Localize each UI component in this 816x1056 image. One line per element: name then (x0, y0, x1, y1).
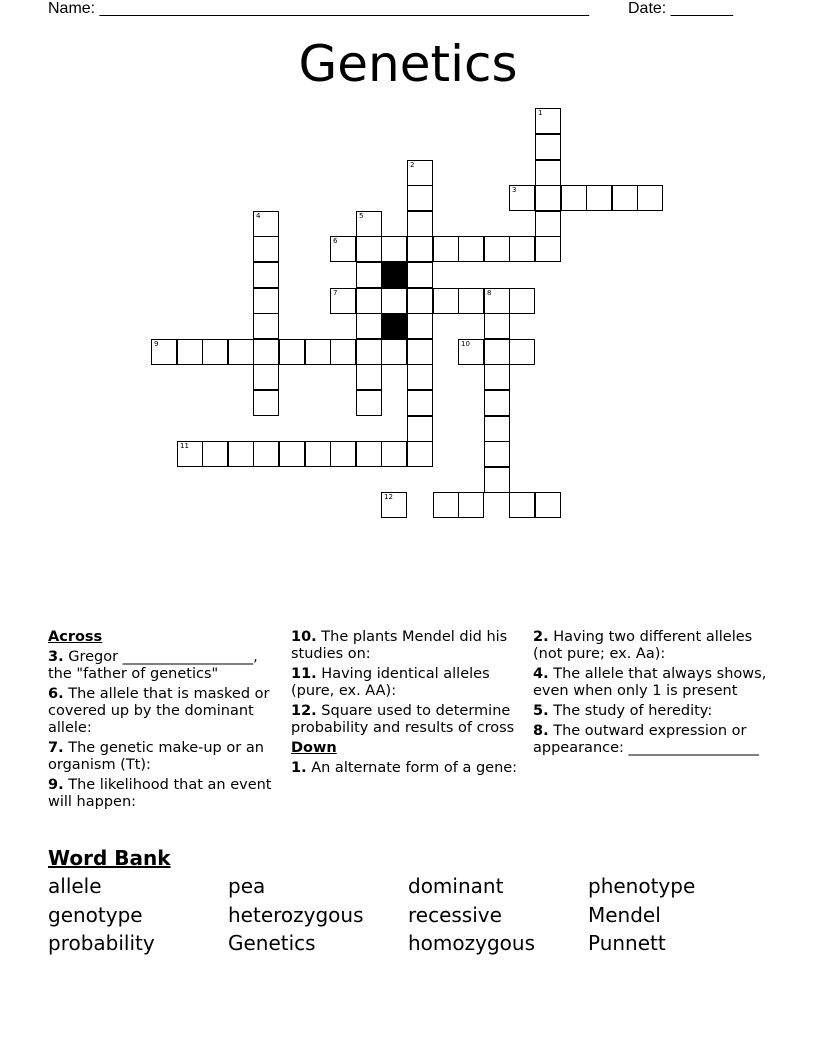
clue-number-label: 8 (487, 289, 492, 297)
crossword-cell[interactable] (509, 236, 535, 262)
across-heading: Across (48, 629, 103, 645)
crossword-cell[interactable] (330, 441, 356, 467)
clue-number: 6. (48, 686, 64, 702)
clue-number: 1. (291, 760, 307, 776)
crossword-cell[interactable] (433, 492, 459, 518)
crossword-cell[interactable] (253, 441, 279, 467)
clue-number: 11. (291, 666, 317, 682)
crossword-cell[interactable] (535, 236, 561, 262)
crossword-cell[interactable] (202, 339, 228, 365)
crossword-cell[interactable] (356, 339, 382, 365)
clue-number: 8. (533, 723, 549, 739)
clue-text: Having two different alleles (not pure; ex. Aa): (533, 629, 753, 662)
clue-number: 12. (291, 703, 317, 719)
clue-text: The allele that is masked or covered up by the dominant allele: (48, 686, 270, 736)
crossword-cell[interactable] (253, 313, 279, 339)
clue-text: Gregor __________________, the "father of genetics" (48, 649, 258, 682)
crossword-cell-8[interactable] (484, 288, 510, 314)
clue-text: The likelihood that an event will happen: (48, 777, 272, 810)
clue-across-3 (48, 649, 284, 683)
crossword-cell[interactable] (535, 134, 561, 160)
crossword-cell[interactable] (253, 262, 279, 288)
clue-down-1 (291, 760, 527, 777)
clue-text: The genetic make-up or an organism (Tt): (48, 740, 264, 773)
crossword-cell[interactable] (637, 185, 663, 211)
clue-across-9 (48, 777, 284, 811)
crossword-cell[interactable] (253, 288, 279, 314)
crossword-cell[interactable] (305, 339, 331, 365)
clue-down-2 (533, 629, 769, 663)
clue-text: Square used to determine probability and results of cross (291, 703, 515, 736)
clue-number-label: 7 (333, 289, 338, 297)
crossword-cell[interactable] (279, 339, 305, 365)
crossword-cell[interactable] (356, 236, 382, 262)
crossword-cell[interactable] (407, 288, 433, 314)
crossword-cell[interactable] (458, 492, 484, 518)
clue-across-10 (291, 629, 527, 663)
word-bank-item: Punnett (588, 931, 666, 955)
crossword-cell[interactable] (407, 236, 433, 262)
crossword-cell[interactable] (356, 441, 382, 467)
word-bank-item: dominant (408, 874, 504, 898)
word-bank-item: genotype (48, 902, 143, 927)
crossword-cell[interactable] (279, 441, 305, 467)
crossword-cell[interactable] (484, 467, 510, 493)
crossword-cell[interactable] (407, 262, 433, 288)
word-bank-item: allele (48, 874, 102, 898)
crossword-cell[interactable] (407, 416, 433, 442)
clue-number: 3. (48, 649, 64, 665)
crossword-cell[interactable] (177, 339, 203, 365)
name-field-line: Name: _______________________________________________________ (48, 0, 589, 17)
crossword-cell[interactable] (202, 441, 228, 467)
crossword-cell[interactable] (484, 390, 510, 416)
clue-column-1 (48, 629, 284, 814)
crossword-cell-1[interactable] (535, 108, 561, 134)
crossword-cell-10[interactable] (458, 339, 484, 365)
clue-number-label: 11 (180, 442, 189, 450)
clue-column-3 (533, 629, 769, 760)
crossword-cell-6[interactable] (330, 236, 356, 262)
clue-number-label: 5 (359, 212, 364, 220)
crossword-cell[interactable] (330, 339, 356, 365)
clue-across-12 (291, 703, 527, 737)
crossword-cell[interactable] (484, 441, 510, 467)
clue-number-label: 12 (384, 493, 393, 501)
crossword-cell[interactable] (381, 288, 407, 314)
crossword-cell[interactable] (228, 441, 254, 467)
crossword-cell[interactable] (509, 492, 535, 518)
clue-across-6 (48, 686, 284, 737)
crossword-cell[interactable] (407, 339, 433, 365)
crossword-cell[interactable] (381, 236, 407, 262)
crossword-cell[interactable] (535, 160, 561, 186)
crossword-cell[interactable] (458, 288, 484, 314)
crossword-cell[interactable] (407, 364, 433, 390)
clue-number-label: 3 (512, 186, 517, 194)
crossword-cell-5[interactable] (356, 211, 382, 237)
clue-text: Having identical alleles (pure, ex. AA): (291, 666, 490, 699)
crossword-cell[interactable] (407, 313, 433, 339)
clue-text: The plants Mendel did his studies on: (291, 629, 508, 662)
crossword-cell[interactable] (484, 236, 510, 262)
clue-down-4 (533, 666, 769, 700)
crossword-cell[interactable] (561, 185, 587, 211)
word-bank-item: pea (228, 874, 266, 898)
crossword-cell[interactable] (228, 339, 254, 365)
crossword-cell[interactable] (433, 236, 459, 262)
word-bank-item: heterozygous (228, 902, 364, 927)
clue-text: The allele that always shows, even when only 1 is present (533, 666, 767, 699)
crossword-cell[interactable] (253, 364, 279, 390)
crossword-cell[interactable] (535, 185, 561, 211)
clue-number: 7. (48, 740, 64, 756)
crossword-cell[interactable] (612, 185, 638, 211)
crossword-cell[interactable] (407, 441, 433, 467)
crossword-cell-4[interactable] (253, 211, 279, 237)
clue-number: 9. (48, 777, 64, 793)
word-bank (48, 872, 768, 958)
crossword-cell[interactable] (484, 364, 510, 390)
word-bank-item: phenotype (588, 874, 696, 898)
word-bank-item: homozygous (408, 931, 535, 955)
crossword-cell[interactable] (458, 236, 484, 262)
crossword-cell[interactable] (305, 441, 331, 467)
clue-across-11 (291, 666, 527, 700)
crossword-cell[interactable] (356, 262, 382, 288)
word-bank-item: Genetics (228, 931, 316, 955)
down-heading: Down (291, 740, 337, 756)
clue-number: 4. (533, 666, 549, 682)
crossword-cell[interactable] (407, 185, 433, 211)
crossword-cell[interactable] (253, 339, 279, 365)
clue-number-label: 1 (538, 109, 543, 117)
crossword-cell[interactable] (356, 313, 382, 339)
crossword-cell[interactable] (586, 185, 612, 211)
crossword-cell[interactable] (484, 313, 510, 339)
crossword-cell[interactable] (535, 211, 561, 237)
crossword-cell-12[interactable] (381, 492, 407, 518)
clue-across-7 (48, 740, 284, 774)
crossword-cell[interactable] (356, 288, 382, 314)
date-field-line: Date: _______ (628, 0, 733, 17)
crossword-cell-11[interactable] (177, 441, 203, 467)
crossword-cell[interactable] (407, 390, 433, 416)
clue-number-label: 6 (333, 237, 338, 245)
crossword-cell[interactable] (381, 339, 407, 365)
clue-down-5 (533, 703, 769, 720)
crossword-black-cell (381, 313, 407, 339)
crossword-cell[interactable] (433, 288, 459, 314)
crossword-cell-2[interactable] (407, 160, 433, 186)
clue-text: The outward expression or appearance: __________________ (533, 723, 760, 756)
crossword-cell-7[interactable] (330, 288, 356, 314)
crossword-cell-3[interactable] (509, 185, 535, 211)
crossword-cell[interactable] (356, 390, 382, 416)
word-bank-item: probability (48, 931, 155, 955)
crossword-cell[interactable] (535, 492, 561, 518)
clue-number: 2. (533, 629, 549, 645)
clue-number: 10. (291, 629, 317, 645)
crossword-cell[interactable] (253, 236, 279, 262)
clue-text: The study of heredity: (553, 703, 713, 719)
crossword-cell[interactable] (484, 339, 510, 365)
crossword-cell[interactable] (356, 364, 382, 390)
clue-text: An alternate form of a gene: (311, 760, 518, 776)
crossword-cell[interactable] (253, 390, 279, 416)
crossword-black-cell (381, 262, 407, 288)
clue-number-label: 2 (410, 161, 415, 169)
word-bank-title: Word Bank (48, 846, 171, 870)
word-bank-item: Mendel (588, 902, 661, 927)
clue-down-8 (533, 723, 769, 757)
clue-column-2 (291, 629, 527, 780)
crossword-cell[interactable] (381, 441, 407, 467)
clue-number-label: 10 (461, 340, 470, 348)
word-bank-item: recessive (408, 902, 502, 927)
clue-number-label: 9 (154, 340, 159, 348)
crossword-cell[interactable] (509, 288, 535, 314)
crossword-cell-9[interactable] (151, 339, 177, 365)
crossword-cell[interactable] (509, 339, 535, 365)
crossword-cell[interactable] (407, 211, 433, 237)
crossword-cell[interactable] (484, 416, 510, 442)
clue-number: 5. (533, 703, 549, 719)
page-title: Genetics (298, 35, 518, 93)
clue-number-label: 4 (256, 212, 261, 220)
